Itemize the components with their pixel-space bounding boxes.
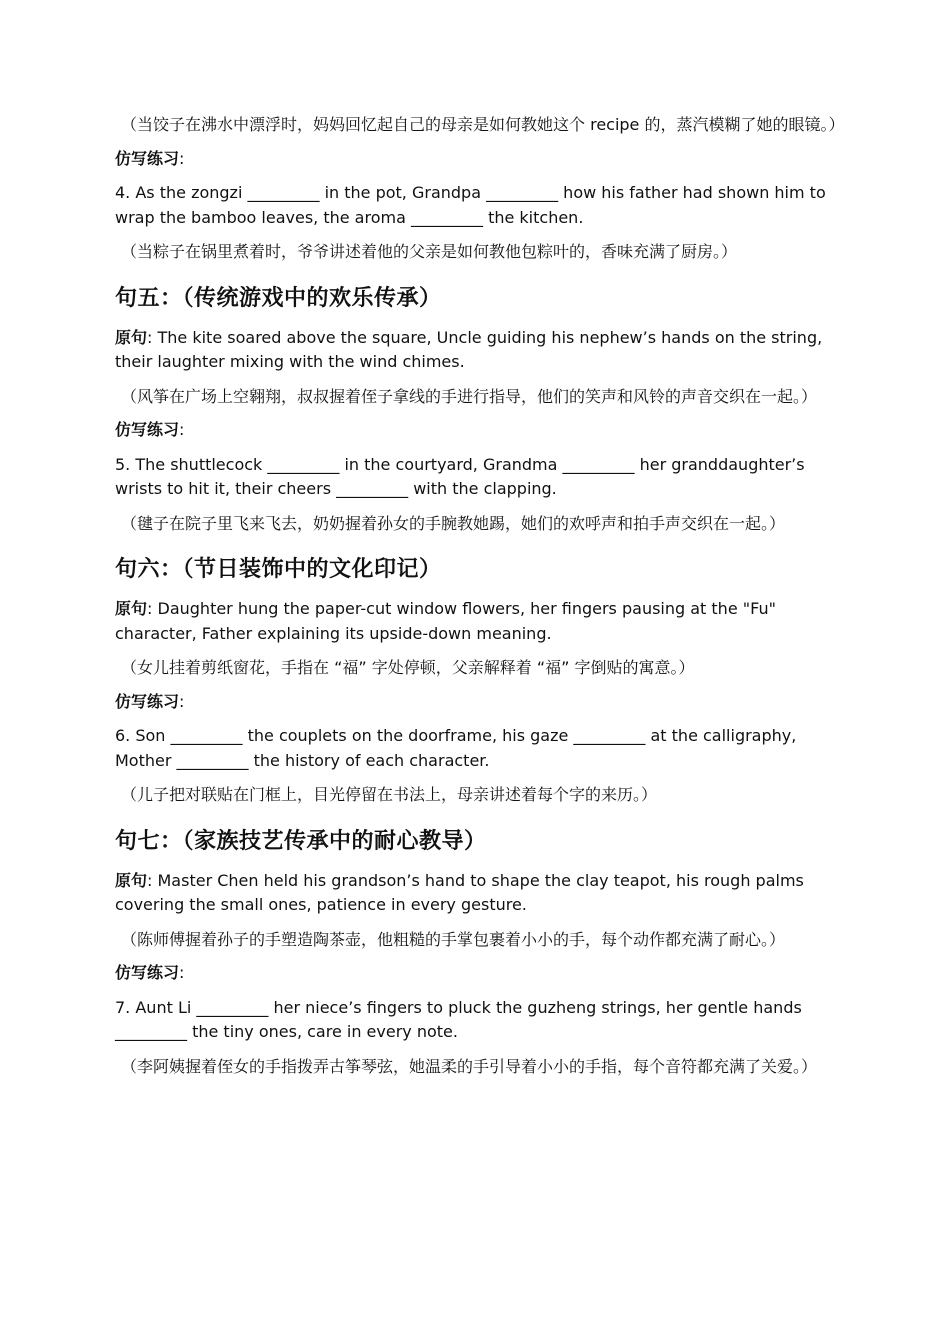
exercise-4-translation: （当粽子在锅里煮着时，爷爷讲述着他的父亲是如何教他包粽叶的，香味充满了厨房。） [121,242,738,261]
original-label: 原句 [115,870,148,890]
exercise-7: 7. Aunt Li _________ her niece’s fingers to pluck the guzheng strings, her gentle hands _________ the tiny ones, care in every note. [115,997,802,1041]
original-text: Daughter hung the paper-cut window flowers, her fingers pausing at the "Fu" character, Father explaining its upside-down meaning. [115,599,776,643]
exercise-5: 5. The shuttlecock _________ in the courtyard, Grandma _________ her granddaughter’s wrists to hit it, their cheers _________ with the clapping. [115,454,805,498]
intro-translation: （当饺子在沸水中漂浮时，妈妈回忆起自己的母亲是如何教她这个 recipe 的，蒸汽模糊了她的眼镜。） [121,115,845,134]
original-translation: （女儿挂着剪纸窗花，手指在 “福” 字处停顿，父亲解释着 “福” 字倒贴的寓意。） [121,658,695,677]
original-label: 原句 [115,327,148,347]
intro-block [115,113,845,265]
exercise-5-translation: （毽子在院子里飞来飞去，奶奶握着孙女的手腕教她踢，她们的欢呼声和拍手声交织在一起。） [121,513,786,533]
original-translation: （风筝在广场上空翱翔，叔叔握着侄子拿线的手进行指导，他们的笑声和风铃的声音交织在一起。） [121,386,818,406]
practice-label: 仿写练习 [115,148,180,168]
section-heading: 句七：（家族技艺传承中的耐心教导） [115,828,487,854]
practice-heading: 仿写练习: [115,691,185,711]
practice-heading: 仿写练习: [115,420,185,439]
original-text: The kite soared above the square, Uncle guiding his nephew’s hands on the string, their laughter mixing with the wind chimes. [115,327,823,371]
document-content [115,113,845,1079]
exercise-7-translation: （李阿姨握着侄女的手指拨弄古筝琴弦，她温柔的手引导着小小的手指，每个音符都充满了关爱。） [121,1056,818,1076]
section-6 [115,555,840,808]
original-sentence: 原句: The kite soared above the square, Uncle guiding his nephew’s hands on the string, their laughter mixing with the wind chimes. [115,327,823,371]
practice-label: 仿写练习 [115,963,180,982]
original-text: Master Chen held his grandson’s hand to shape the clay teapot, his rough palms covering the small ones, patience in every gesture. [115,870,804,914]
section-heading: 句六：（节日装饰中的文化印记） [115,557,442,582]
exercise-6-translation: （儿子把对联贴在门框上，目光停留在书法上，母亲讲述着每个字的来历。） [121,785,658,804]
original-sentence: 原句: Daughter hung the paper-cut window flowers, her fingers pausing at the "Fu" character, Father explaining its upside-down meaning. [115,599,776,643]
section-heading: 句五：（传统游戏中的欢乐传承） [115,285,442,311]
practice-label: 仿写练习 [115,420,180,439]
original-translation: （陈师傅握着孙子的手塑造陶茶壶，他粗糙的手掌包裹着小小的手，每个动作都充满了耐心。） [121,929,786,949]
exercise-6: 6. Son _________ the couplets on the doorframe, his gaze _________ at the calligraphy, Mother _________ the history of each character. [115,726,797,770]
original-label: 原句 [115,599,148,618]
practice-label: 仿写练习 [115,691,180,711]
practice-heading: 仿写练习: [115,963,185,982]
original-sentence: 原句: Master Chen held his grandson’s hand to shape the clay teapot, his rough palms covering the small ones, patience in every gesture. [115,870,804,914]
exercise-4: 4. As the zongzi _________ in the pot, Grandpa _________ how his father had shown him to wrap the bamboo leaves, the aroma _________ the kitchen. [115,183,826,227]
section-7 [115,827,840,1080]
section-5 [115,284,840,537]
practice-heading: 仿写练习: [115,148,185,168]
